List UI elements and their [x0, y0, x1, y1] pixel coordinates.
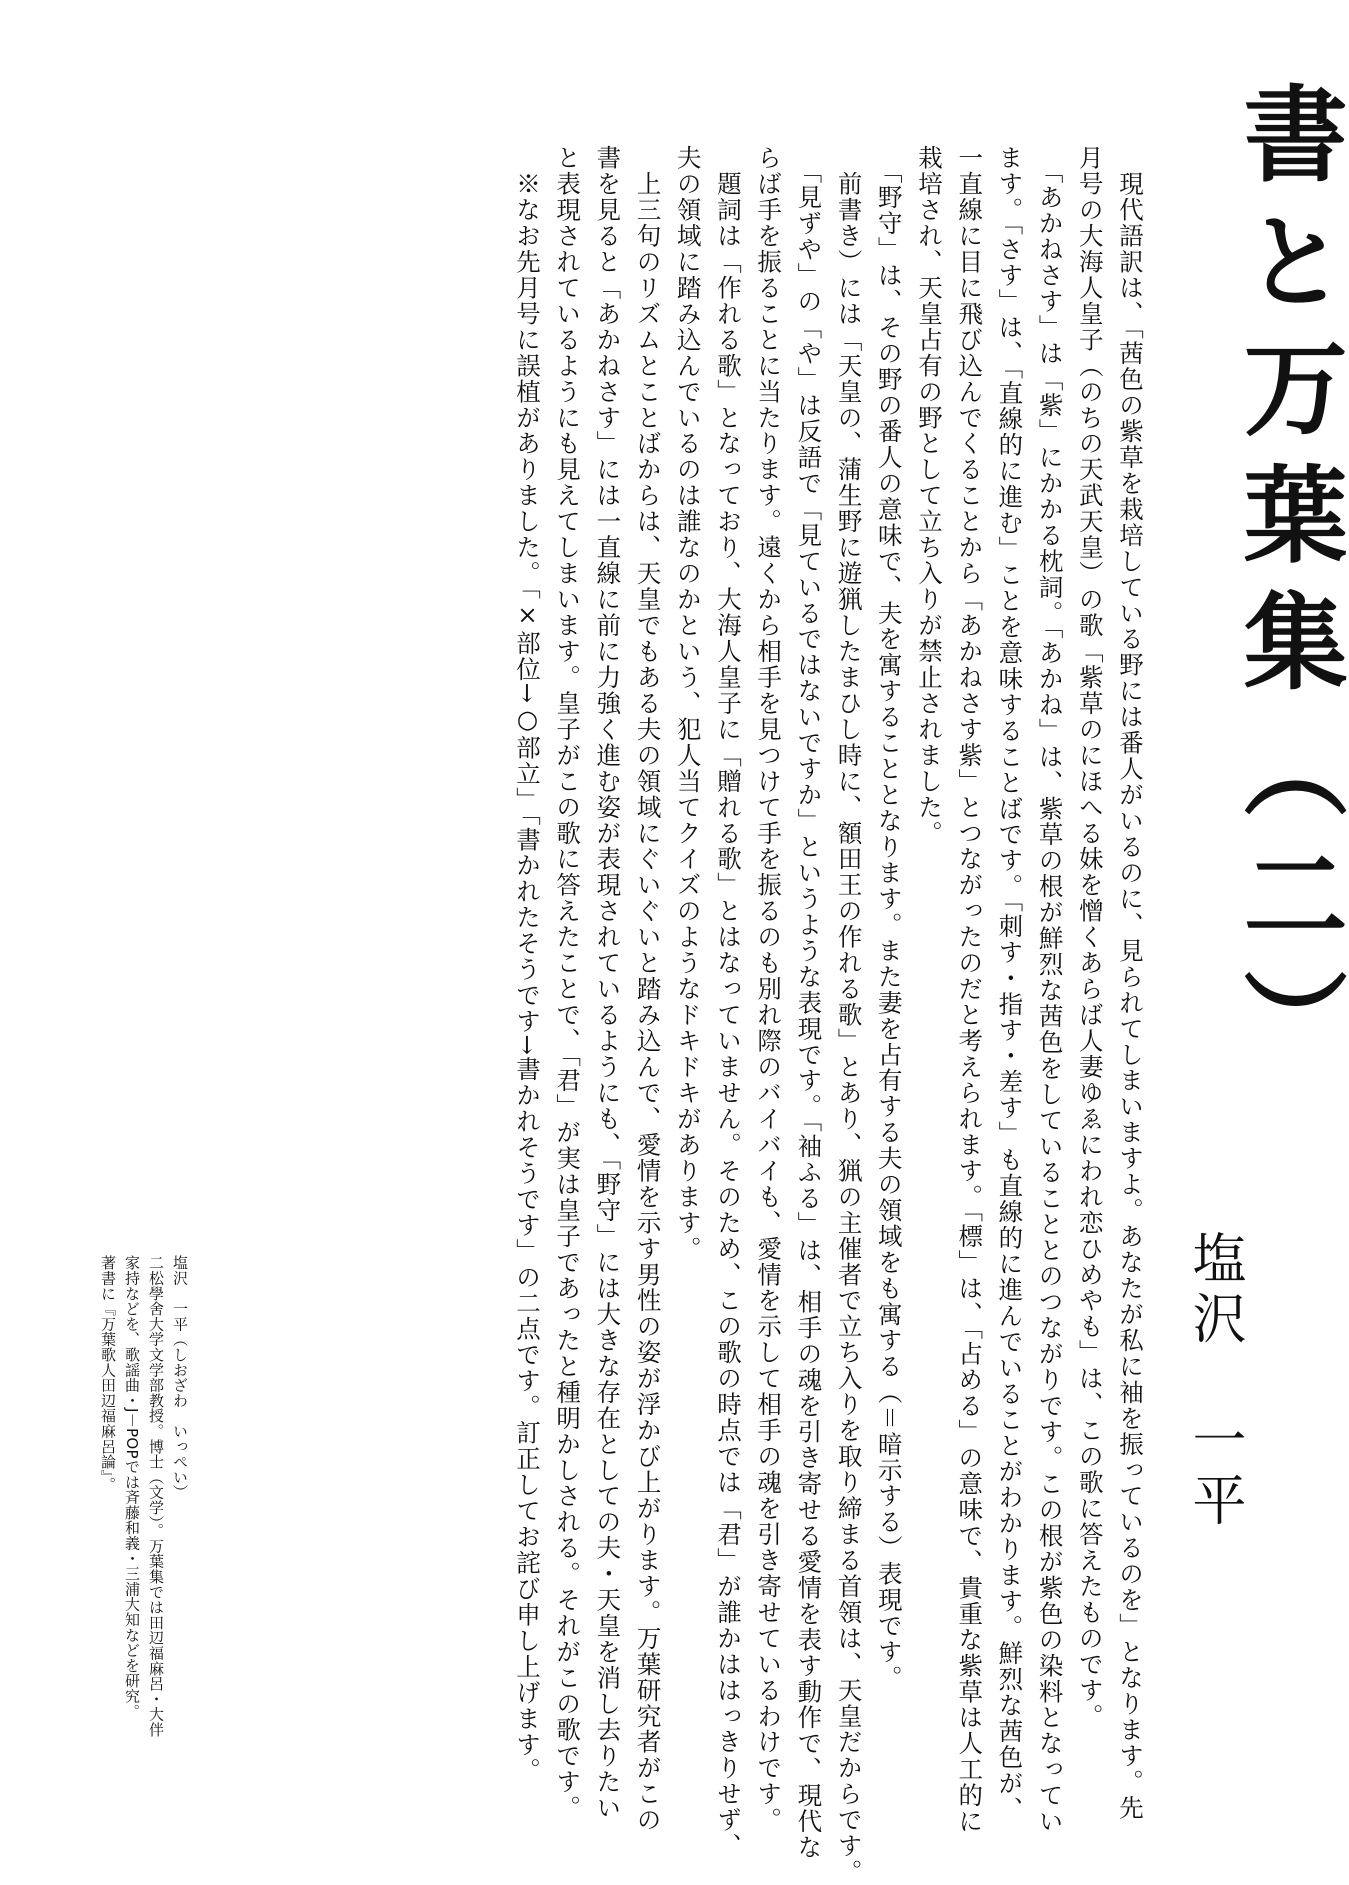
- bio-line: 二松學舍大学文学部教授。博士（文学）。万葉集では田辺福麻呂・大伴: [147, 1255, 165, 1738]
- body-line: 「あかねさす」は「紫」にかかる枕詞。「あかね」は、紫草の根が鮮烈な茜色をしていることとのつながりです。この根が紫色の染料となってい: [1035, 145, 1065, 1835]
- body-line: ※なお先月号に誤植がありました。「×部位→○部立」「書かれたそうです→書かれそうです」の二点です。訂正してお詫び申し上げます。: [512, 145, 542, 1784]
- body-line: 夫の領域に踏み込んでいるのは誰なのかという、犯人当てクイズのようなドキドキがあります。: [673, 145, 703, 1262]
- body-line: 「野守」は、その野の番人の意味で、夫を寓することとなります。また妻を占有する夫の領域をも寓する（＝暗示する）表現です。: [874, 145, 904, 1691]
- article-title: 書と万葉集（二）: [1225, 80, 1349, 1096]
- article-body: [507, 145, 1150, 1885]
- body-line: 書を見ると「あかねさす」には一直線に前に力強く進む姿が表現されているようにも、「野守」には大きな存在としての夫・天皇を消し去りたい: [593, 145, 623, 1821]
- body-line: 題詞は「作れる歌」となっており、大海人皇子に「贈れる歌」とはなっていません。そのため、この歌の時点では「君」が誰かははっきりせず、: [713, 145, 743, 1860]
- body-line: 栽培され、天皇占有の野として立ち入りが禁止されました。: [914, 145, 944, 847]
- bio-line: 家持などを、歌謡曲・J－POPでは斉藤和義・三浦大知などを研究。: [123, 1255, 141, 1719]
- bio-line: 著書に『万葉歌人田辺福麻呂論』。: [99, 1255, 117, 1493]
- body-line: 現代語訳は、「茜色の紫草を栽培している野には番人がいるのに、見られてしまいますよ。あなたが私に袖を振っているのを」となります。先: [1116, 145, 1145, 1821]
- body-line: 上三句のリズムとことばからは、天皇でもある夫の領域にぐいぐいと踏み込んで、愛情を示す男性の姿が浮かび上がります。万葉研究者がこの: [633, 145, 663, 1834]
- bio-name-line: 塩沢 一平（しおざわ いっぺい）: [171, 1255, 189, 1500]
- author-name: 塩沢 一平: [1184, 1230, 1247, 1533]
- body-line: ます。「さす」は、「直線的に進む」ことを意味することばです。「刺す・指す・差す」も直線的に進んでいることがわかります。鮮烈な茜色が、: [995, 145, 1025, 1823]
- body-line: 「見ずや」の「や」は反語で「見ているではないですか」というような表現です。「袖ふる」は、相手の魂を引き寄せる愛情を表す動作で、現代な: [794, 145, 824, 1861]
- body-line: 月号の大海人皇子（のちの天武天皇）の歌「紫草のにほへる妹を憎くあらば人妻ゆゑにわれ恋ひめやも」は、この歌に答えたものです。: [1075, 145, 1105, 1730]
- author-bio: [96, 1255, 192, 1737]
- body-line: らば手を振ることに当たります。遠くから相手を見つけて手を振るのも別れ際のバイバイも、愛情を示して相手の魂を引き寄せているわけです。: [754, 145, 784, 1834]
- body-line: 前書き）には「天皇の、蒲生野に遊猟したまひし時に、額田王の作れる歌」とあり、猟の主催者で立ち入りを取り締まる首領は、天皇だからです。: [834, 145, 864, 1885]
- body-line: 一直線に目に飛び込んでくることから「あかねさす紫」とつながったのだと考えられます。「標」は、「占める」の意味で、貴重な紫草は人工的に: [955, 145, 985, 1835]
- body-line: と表現されているようにも見えてしまいます。皇子がこの歌に答えたことで、「君」が実は皇子であったと種明かしされる。それがこの歌です。: [553, 145, 583, 1821]
